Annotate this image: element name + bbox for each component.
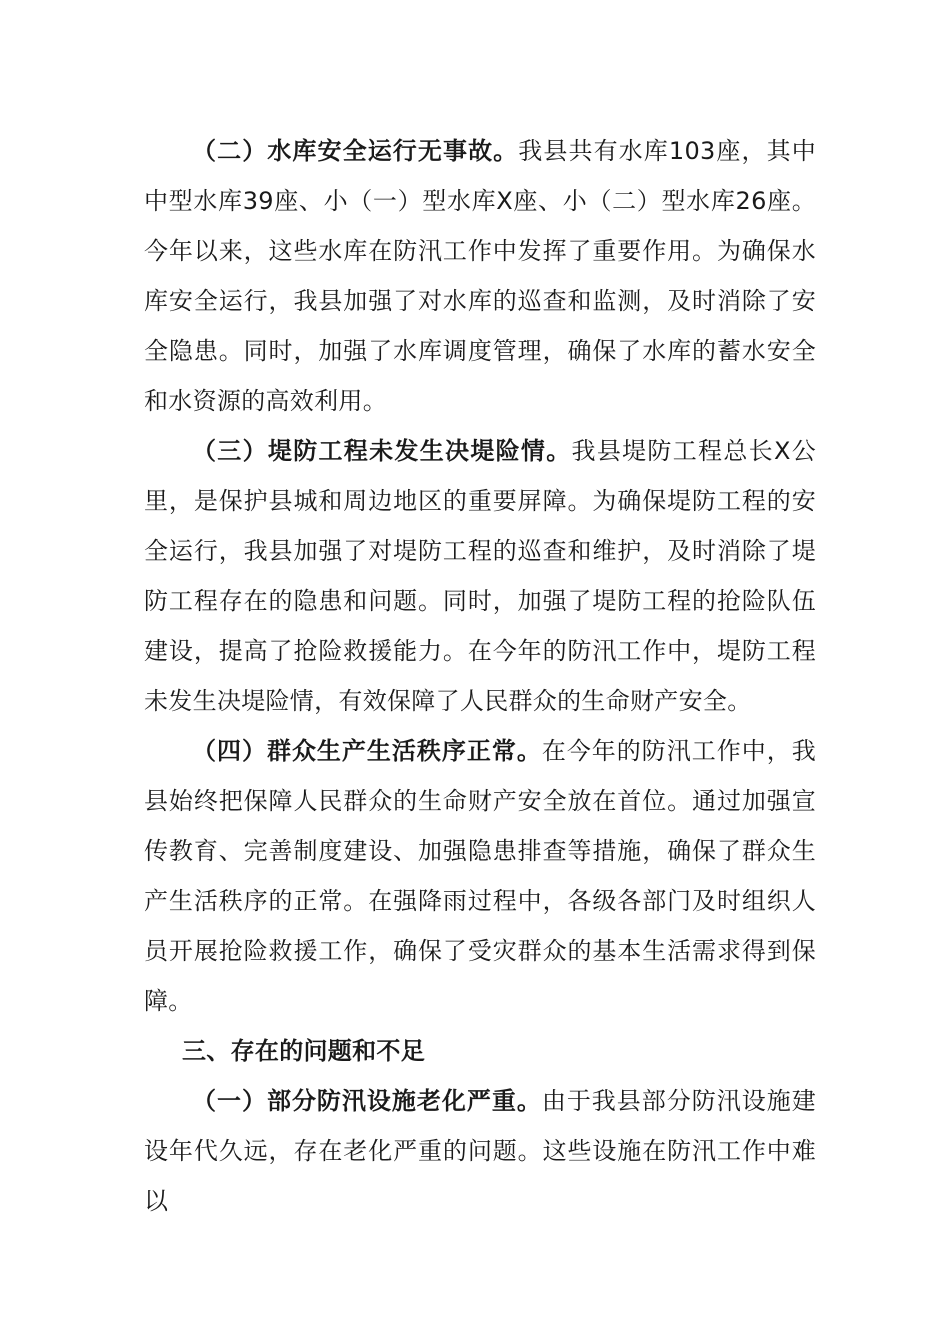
paragraph-text: 我县堤防工程总长X公里，是保护县城和周边地区的重要屏障。为确保堤防工程的安全运行，我县加强了对堤防工程的巡查和维护，及时消除了堤防工程存在的隐患和问题。同时，加强了堤防工程的抢险队伍建设，提高了抢险救援能力。在今年的防汛工作中，堤防工程未发生决堤险情，有效保障了人民群众的生命财产安全。 xyxy=(144,437,816,715)
paragraph-public-order xyxy=(144,726,816,1026)
paragraph-lead: （一）部分防汛设施老化严重。 xyxy=(192,1087,542,1115)
paragraph-text: 由于我县部分防汛设施建设年代久远，存在老化严重的问题。这些设施在防汛工作中难以 xyxy=(144,1087,816,1215)
paragraph-aging-facilities xyxy=(144,1076,816,1226)
paragraph-text: 我县共有水库103座，其中中型水库39座、小（一）型水库X座、小（二）型水库26座。今年以来，这些水库在防汛工作中发挥了重要作用。为确保水库安全运行，我县加强了对水库的巡查和监测，及时消除了安全隐患。同时，加强了水库调度管理，确保了水库的蓄水安全和水资源的高效利用。 xyxy=(144,137,816,415)
paragraph-lead: （四）群众生产生活秩序正常。 xyxy=(192,737,542,765)
section-heading: 三、存在的问题和不足 xyxy=(182,1037,425,1065)
document-body xyxy=(144,126,816,1226)
paragraph-lead: （二）水库安全运行无事故。 xyxy=(192,137,519,165)
paragraph-embankment xyxy=(144,426,816,726)
paragraph-reservoir-safety xyxy=(144,126,816,426)
paragraph-lead: （三）堤防工程未发生决堤险情。 xyxy=(192,437,572,465)
paragraph-text: 在今年的防汛工作中，我县始终把保障人民群众的生命财产安全放在首位。通过加强宣传教育、完善制度建设、加强隐患排查等措施，确保了群众生产生活秩序的正常。在强降雨过程中，各级各部门及时组织人员开展抢险救援工作，确保了受灾群众的基本生活需求得到保障。 xyxy=(144,737,816,1015)
